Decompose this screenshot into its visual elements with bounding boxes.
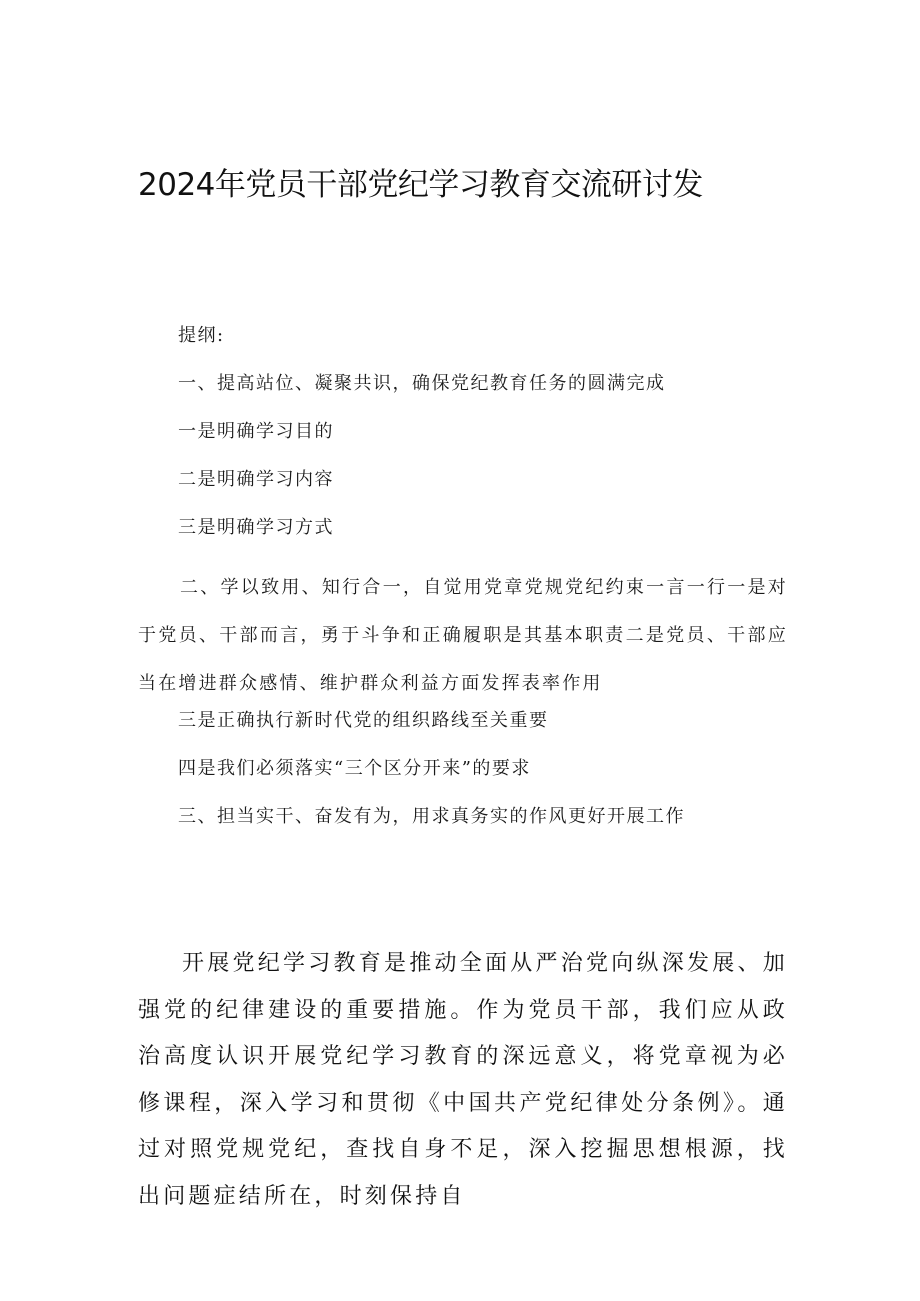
- document-title: 2024年党员干部党纪学习教育交流研讨发: [138, 167, 703, 203]
- outline-item-1-3: 三是明确学习方式: [178, 517, 334, 538]
- outline-section-2: 二、学以致用、知行合一，自觉用党章党规党纪约束一言一行一是对于党员、干部而言，勇于斗争和正确履职是其基本职责二是党员、干部应当在增进群众感情、维护群众利益方面发挥表率作用: [138, 577, 788, 694]
- outline-item-2-4: 四是我们必须落实“三个区分开来”的要求: [178, 758, 531, 779]
- outline-section-1: 一、提高站位、凝聚共识，确保党纪教育任务的圆满完成: [178, 373, 666, 394]
- outline-section-3: 三、担当实干、奋发有为，用求真务实的作风更好开展工作: [178, 806, 685, 827]
- outline-item-1-2: 二是明确学习内容: [178, 469, 334, 490]
- outline-heading: 提纲:: [178, 325, 225, 346]
- outline-item-1-1: 一是明确学习目的: [178, 421, 334, 442]
- body-paragraph: 开展党纪学习教育是推动全面从严治党向纵深发展、加强党的纪律建设的重要措施。作为党员干部，我们应从政治高度认识开展党纪学习教育的深远意义，将党章视为必修课程，深入学习和贯彻《中国共产党纪律处分条例》。通过对照党规党纪，查找自身不足，深入挖掘思想根源，找出问题症结所在，时刻保持自: [138, 951, 788, 1209]
- outline-item-2-3: 三是正确执行新时代党的组织路线至关重要: [178, 710, 549, 731]
